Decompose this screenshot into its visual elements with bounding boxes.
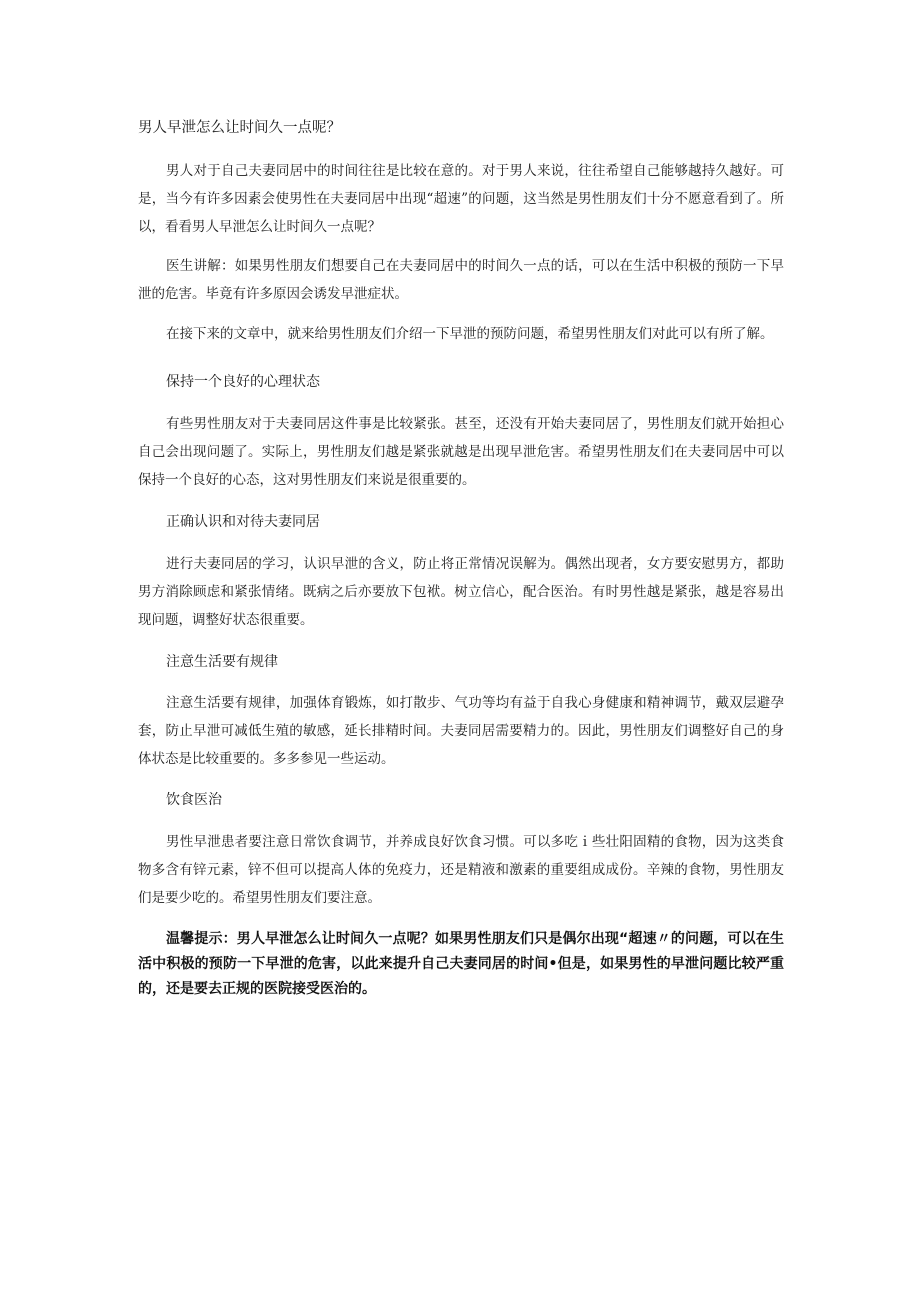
section-heading-routine: 注意生活要有规律 — [166, 654, 278, 670]
section-body-diet: 男性早泄患者要注意日常饮食调节，并养成良好饮食习惯。可以多吃ｉ些壮阳固精的食物，因为这类食物多含有锌元素，锌不但可以提高人体的免疫力，还是精液和激素的重要组成成份。辛辣的食物，男性朋友们是要少吃的。希望男性朋友们要注意。 — [138, 834, 784, 906]
section-heading-understanding: 正确认识和对待夫妻同居 — [166, 514, 320, 530]
section-heading-mindset: 保持一个良好的心理状态 — [166, 374, 320, 390]
section-body-mindset: 有些男性朋友对于夫妻同居这件事是比较紧张。甚至，还没有开始夫妻同居了，男性朋友们就开始担心自己会出现问题了。实际上，男性朋友们越是紧张就越是出现早泄危害。希望男性朋友们在夫妻同居中可以保持一个良好的心态，这对男性朋友们来说是很重要的。 — [138, 416, 784, 488]
page-title: 男人早泄怎么让时间久一点呢？ — [138, 120, 341, 136]
transition-paragraph: 在接下来的文章中，就来给男性朋友们介绍一下早泄的预防问题，希望男性朋友们对此可以有所了解。 — [166, 326, 774, 342]
intro-paragraph: 男人对于自己夫妻同居中的时间往往是比较在意的。对于男人来说，往往希望自己能够越持久越好。可是，当今有许多因素会使男性在夫妻同居中出现“超速”的问题，这当然是男性朋友们十分不愿意看到了。所以，看看男人早泄怎么让时间久一点呢？ — [138, 163, 784, 235]
doctor-paragraph: 医生讲解：如果男性朋友们想要自己在夫妻同居中的时间久一点的话，可以在生活中积极的预防一下早泄的危害。毕竟有许多原因会诱发早泄症状。 — [138, 258, 784, 302]
section-body-routine: 注意生活要有规律，加强体育锻炼，如打散步、气功等均有益于自我心身健康和精神调节，戴双层避孕套，防止早泄可减低生殖的敏感，延长排精时间。夫妻同居需要精力的。因此，男性朋友们调整好自己的身体状态是比较重要的。多多参见一些运动。 — [138, 695, 784, 767]
warm-tip: 温馨提示：男人早泄怎么让时间久一点呢？如果男性朋友们只是偶尔出现“超速〃的问题，可以在生活中积极的预防一下早泄的危害，以此来提升自己夫妻同居的时间•但是，如果男性的早泄问题比较严重的，还是要去正规的医院接受医治的。 — [138, 931, 784, 997]
section-heading-diet: 饮食医治 — [166, 792, 222, 808]
section-body-understanding: 进行夫妻同居的学习，认识早泄的含义，防止将正常情况误解为。偶然出现者，女方要安慰男方，都助男方消除顾虑和紧张情绪。既病之后亦要放下包袱。树立信心，配合医治。有时男性越是紧张，越是容易出现问题，调整好状态很重要。 — [138, 556, 784, 628]
